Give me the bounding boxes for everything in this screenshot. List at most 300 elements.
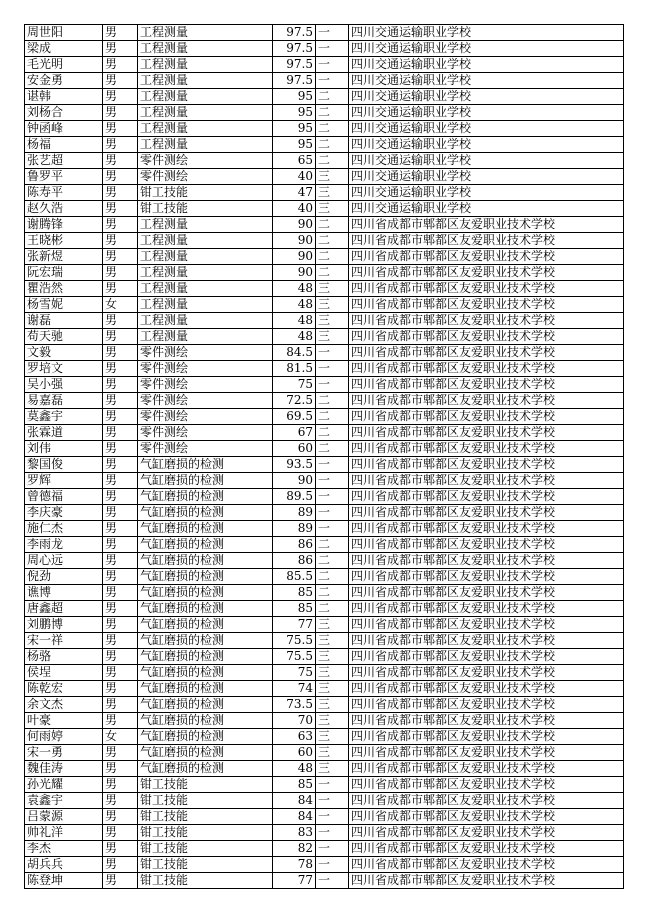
student-name-cell: 易嘉磊 — [25, 393, 103, 409]
school-cell: 四川交通运输职业学校 — [349, 41, 624, 57]
gender-cell: 男 — [103, 585, 138, 601]
school-cell: 四川省成都市郫都区友爱职业技术学校 — [349, 745, 624, 761]
gender-cell: 男 — [103, 137, 138, 153]
table-row — [25, 361, 624, 377]
student-name-cell: 吕蒙源 — [25, 809, 103, 825]
gender-cell: 男 — [103, 553, 138, 569]
gender-cell: 男 — [103, 857, 138, 873]
gender-cell: 男 — [103, 153, 138, 169]
student-name-cell: 莫鑫宇 — [25, 409, 103, 425]
student-name-cell: 杨雪妮 — [25, 297, 103, 313]
school-cell: 四川省成都市郫都区友爱职业技术学校 — [349, 569, 624, 585]
student-name-cell: 梁成 — [25, 41, 103, 57]
school-cell: 四川省成都市郫都区友爱职业技术学校 — [349, 777, 624, 793]
school-cell: 四川省成都市郫都区友爱职业技术学校 — [349, 825, 624, 841]
student-name-cell: 施仁杰 — [25, 521, 103, 537]
table-row — [25, 137, 624, 153]
project-cell: 钳工技能 — [138, 841, 273, 857]
table-row — [25, 537, 624, 553]
table-row — [25, 393, 624, 409]
score-cell: 65 — [273, 153, 316, 169]
table-row — [25, 377, 624, 393]
project-cell: 钳工技能 — [138, 873, 273, 889]
student-name-cell: 安金勇 — [25, 73, 103, 89]
school-cell: 四川省成都市郫都区友爱职业技术学校 — [349, 841, 624, 857]
award-level-cell: 二 — [316, 537, 349, 553]
award-level-cell: 一 — [316, 825, 349, 841]
student-name-cell: 唐鑫超 — [25, 601, 103, 617]
student-name-cell: 鲁罗平 — [25, 169, 103, 185]
award-level-cell: 二 — [316, 233, 349, 249]
gender-cell: 男 — [103, 89, 138, 105]
table-row — [25, 185, 624, 201]
school-cell: 四川省成都市郫都区友爱职业技术学校 — [349, 457, 624, 473]
project-cell: 气缸磨损的检测 — [138, 729, 273, 745]
award-level-cell: 一 — [316, 489, 349, 505]
student-name-cell: 曾德福 — [25, 489, 103, 505]
award-level-cell: 三 — [316, 665, 349, 681]
student-name-cell: 赵久浩 — [25, 201, 103, 217]
project-cell: 气缸磨损的检测 — [138, 617, 273, 633]
project-cell: 气缸磨损的检测 — [138, 537, 273, 553]
gender-cell: 男 — [103, 521, 138, 537]
table-row — [25, 265, 624, 281]
project-cell: 工程测量 — [138, 297, 273, 313]
table-row — [25, 89, 624, 105]
project-cell: 工程测量 — [138, 121, 273, 137]
award-level-cell: 三 — [316, 169, 349, 185]
score-cell: 85 — [273, 585, 316, 601]
score-cell: 75 — [273, 377, 316, 393]
score-cell: 78 — [273, 857, 316, 873]
student-name-cell: 杨福 — [25, 137, 103, 153]
school-cell: 四川省成都市郫都区友爱职业技术学校 — [349, 409, 624, 425]
table-row — [25, 345, 624, 361]
student-name-cell: 陈登坤 — [25, 873, 103, 889]
table-row — [25, 681, 624, 697]
school-cell: 四川省成都市郫都区友爱职业技术学校 — [349, 665, 624, 681]
gender-cell: 男 — [103, 105, 138, 121]
award-level-cell: 三 — [316, 761, 349, 777]
project-cell: 气缸磨损的检测 — [138, 713, 273, 729]
table-row — [25, 761, 624, 777]
score-cell: 77 — [273, 873, 316, 889]
gender-cell: 男 — [103, 361, 138, 377]
gender-cell: 男 — [103, 121, 138, 137]
project-cell: 零件测绘 — [138, 345, 273, 361]
project-cell: 工程测量 — [138, 57, 273, 73]
gender-cell: 男 — [103, 201, 138, 217]
gender-cell: 女 — [103, 729, 138, 745]
gender-cell: 男 — [103, 601, 138, 617]
table-row — [25, 841, 624, 857]
score-cell: 89.5 — [273, 489, 316, 505]
score-cell: 40 — [273, 169, 316, 185]
score-cell: 63 — [273, 729, 316, 745]
project-cell: 零件测绘 — [138, 169, 273, 185]
student-name-cell: 谢磊 — [25, 313, 103, 329]
award-level-cell: 三 — [316, 201, 349, 217]
award-level-cell: 一 — [316, 41, 349, 57]
student-name-cell: 毛光明 — [25, 57, 103, 73]
project-cell: 零件测绘 — [138, 393, 273, 409]
student-name-cell: 胡兵兵 — [25, 857, 103, 873]
table-row — [25, 233, 624, 249]
award-level-cell: 二 — [316, 153, 349, 169]
score-cell: 48 — [273, 281, 316, 297]
results-table — [24, 24, 624, 889]
score-cell: 95 — [273, 105, 316, 121]
student-name-cell: 陈寿平 — [25, 185, 103, 201]
project-cell: 钳工技能 — [138, 793, 273, 809]
student-name-cell: 张新煜 — [25, 249, 103, 265]
gender-cell: 男 — [103, 233, 138, 249]
gender-cell: 男 — [103, 633, 138, 649]
school-cell: 四川省成都市郫都区友爱职业技术学校 — [349, 697, 624, 713]
school-cell: 四川省成都市郫都区友爱职业技术学校 — [349, 633, 624, 649]
score-cell: 77 — [273, 617, 316, 633]
table-row — [25, 857, 624, 873]
award-level-cell: 三 — [316, 185, 349, 201]
award-level-cell: 三 — [316, 697, 349, 713]
school-cell: 四川交通运输职业学校 — [349, 57, 624, 73]
school-cell: 四川省成都市郫都区友爱职业技术学校 — [349, 601, 624, 617]
award-level-cell: 一 — [316, 873, 349, 889]
student-name-cell: 苟天驰 — [25, 329, 103, 345]
score-cell: 81.5 — [273, 361, 316, 377]
project-cell: 工程测量 — [138, 217, 273, 233]
score-cell: 97.5 — [273, 73, 316, 89]
project-cell: 气缸磨损的检测 — [138, 473, 273, 489]
score-cell: 70 — [273, 713, 316, 729]
table-row — [25, 409, 624, 425]
gender-cell: 男 — [103, 281, 138, 297]
gender-cell: 男 — [103, 313, 138, 329]
table-row — [25, 201, 624, 217]
table-row — [25, 777, 624, 793]
student-name-cell: 帅礼洋 — [25, 825, 103, 841]
table-row — [25, 745, 624, 761]
score-cell: 84.5 — [273, 345, 316, 361]
award-level-cell: 二 — [316, 425, 349, 441]
score-cell: 86 — [273, 553, 316, 569]
student-name-cell: 周心远 — [25, 553, 103, 569]
award-level-cell: 三 — [316, 297, 349, 313]
school-cell: 四川省成都市郫都区友爱职业技术学校 — [349, 649, 624, 665]
school-cell: 四川省成都市郫都区友爱职业技术学校 — [349, 281, 624, 297]
score-cell: 75.5 — [273, 633, 316, 649]
table-row — [25, 105, 624, 121]
award-level-cell: 二 — [316, 569, 349, 585]
gender-cell: 男 — [103, 649, 138, 665]
school-cell: 四川省成都市郫都区友爱职业技术学校 — [349, 265, 624, 281]
school-cell: 四川省成都市郫都区友爱职业技术学校 — [349, 217, 624, 233]
student-name-cell: 孙光耀 — [25, 777, 103, 793]
gender-cell: 男 — [103, 169, 138, 185]
school-cell: 四川省成都市郫都区友爱职业技术学校 — [349, 297, 624, 313]
gender-cell: 男 — [103, 329, 138, 345]
project-cell: 钳工技能 — [138, 201, 273, 217]
award-level-cell: 二 — [316, 585, 349, 601]
table-row — [25, 425, 624, 441]
project-cell: 气缸磨损的检测 — [138, 601, 273, 617]
award-level-cell: 三 — [316, 713, 349, 729]
score-cell: 84 — [273, 809, 316, 825]
score-cell: 95 — [273, 137, 316, 153]
gender-cell: 男 — [103, 793, 138, 809]
table-row — [25, 793, 624, 809]
gender-cell: 男 — [103, 457, 138, 473]
project-cell: 零件测绘 — [138, 425, 273, 441]
school-cell: 四川省成都市郫都区友爱职业技术学校 — [349, 537, 624, 553]
student-name-cell: 刘伟 — [25, 441, 103, 457]
project-cell: 工程测量 — [138, 329, 273, 345]
project-cell: 气缸磨损的检测 — [138, 633, 273, 649]
score-cell: 95 — [273, 121, 316, 137]
table-row — [25, 441, 624, 457]
table-row — [25, 217, 624, 233]
award-level-cell: 三 — [316, 681, 349, 697]
award-level-cell: 三 — [316, 729, 349, 745]
award-level-cell: 一 — [316, 521, 349, 537]
student-name-cell: 刘杨合 — [25, 105, 103, 121]
student-name-cell: 阮宏瑞 — [25, 265, 103, 281]
student-name-cell: 张霖道 — [25, 425, 103, 441]
score-cell: 67 — [273, 425, 316, 441]
student-name-cell: 何雨婷 — [25, 729, 103, 745]
award-level-cell: 三 — [316, 281, 349, 297]
table-row — [25, 729, 624, 745]
project-cell: 气缸磨损的检测 — [138, 457, 273, 473]
student-name-cell: 袁鑫宇 — [25, 793, 103, 809]
score-cell: 75 — [273, 665, 316, 681]
school-cell: 四川省成都市郫都区友爱职业技术学校 — [349, 425, 624, 441]
gender-cell: 男 — [103, 409, 138, 425]
school-cell: 四川交通运输职业学校 — [349, 201, 624, 217]
gender-cell: 男 — [103, 185, 138, 201]
award-level-cell: 二 — [316, 249, 349, 265]
table-row — [25, 297, 624, 313]
gender-cell: 男 — [103, 745, 138, 761]
score-cell: 60 — [273, 441, 316, 457]
award-level-cell: 一 — [316, 25, 349, 41]
school-cell: 四川省成都市郫都区友爱职业技术学校 — [349, 345, 624, 361]
project-cell: 零件测绘 — [138, 377, 273, 393]
score-cell: 93.5 — [273, 457, 316, 473]
student-name-cell: 叶豪 — [25, 713, 103, 729]
score-cell: 40 — [273, 201, 316, 217]
project-cell: 工程测量 — [138, 73, 273, 89]
award-level-cell: 一 — [316, 361, 349, 377]
project-cell: 零件测绘 — [138, 441, 273, 457]
school-cell: 四川交通运输职业学校 — [349, 137, 624, 153]
gender-cell: 男 — [103, 73, 138, 89]
student-name-cell: 谯博 — [25, 585, 103, 601]
award-level-cell: 一 — [316, 457, 349, 473]
score-cell: 89 — [273, 505, 316, 521]
score-cell: 48 — [273, 313, 316, 329]
school-cell: 四川省成都市郫都区友爱职业技术学校 — [349, 873, 624, 889]
project-cell: 钳工技能 — [138, 825, 273, 841]
school-cell: 四川省成都市郫都区友爱职业技术学校 — [349, 585, 624, 601]
award-level-cell: 三 — [316, 313, 349, 329]
project-cell: 气缸磨损的检测 — [138, 585, 273, 601]
table-row — [25, 825, 624, 841]
project-cell: 工程测量 — [138, 25, 273, 41]
table-row — [25, 73, 624, 89]
student-name-cell: 宋一祥 — [25, 633, 103, 649]
project-cell: 气缸磨损的检测 — [138, 649, 273, 665]
school-cell: 四川省成都市郫都区友爱职业技术学校 — [349, 553, 624, 569]
project-cell: 钳工技能 — [138, 809, 273, 825]
score-cell: 83 — [273, 825, 316, 841]
project-cell: 气缸磨损的检测 — [138, 697, 273, 713]
gender-cell: 男 — [103, 569, 138, 585]
gender-cell: 男 — [103, 425, 138, 441]
score-cell: 72.5 — [273, 393, 316, 409]
table-row — [25, 505, 624, 521]
student-name-cell: 吴小强 — [25, 377, 103, 393]
table-row — [25, 153, 624, 169]
student-name-cell: 文毅 — [25, 345, 103, 361]
project-cell: 工程测量 — [138, 233, 273, 249]
table-row — [25, 633, 624, 649]
student-name-cell: 钟函峰 — [25, 121, 103, 137]
award-level-cell: 一 — [316, 809, 349, 825]
student-name-cell: 李庆豪 — [25, 505, 103, 521]
student-name-cell: 王晓彬 — [25, 233, 103, 249]
score-cell: 75.5 — [273, 649, 316, 665]
award-level-cell: 三 — [316, 633, 349, 649]
gender-cell: 男 — [103, 249, 138, 265]
project-cell: 气缸磨损的检测 — [138, 681, 273, 697]
student-name-cell: 罗培文 — [25, 361, 103, 377]
award-level-cell: 二 — [316, 121, 349, 137]
table-row — [25, 553, 624, 569]
project-cell: 工程测量 — [138, 41, 273, 57]
gender-cell: 男 — [103, 473, 138, 489]
project-cell: 工程测量 — [138, 265, 273, 281]
award-level-cell: 三 — [316, 745, 349, 761]
student-name-cell: 罗辉 — [25, 473, 103, 489]
student-name-cell: 瞿浩然 — [25, 281, 103, 297]
gender-cell: 男 — [103, 713, 138, 729]
score-cell: 97.5 — [273, 25, 316, 41]
score-cell: 95 — [273, 89, 316, 105]
score-cell: 74 — [273, 681, 316, 697]
student-name-cell: 黎国俊 — [25, 457, 103, 473]
score-cell: 85 — [273, 777, 316, 793]
table-row — [25, 617, 624, 633]
school-cell: 四川省成都市郫都区友爱职业技术学校 — [349, 681, 624, 697]
score-cell: 47 — [273, 185, 316, 201]
school-cell: 四川省成都市郫都区友爱职业技术学校 — [349, 441, 624, 457]
school-cell: 四川省成都市郫都区友爱职业技术学校 — [349, 809, 624, 825]
award-level-cell: 二 — [316, 409, 349, 425]
results-table-body — [25, 25, 624, 889]
gender-cell: 男 — [103, 345, 138, 361]
student-name-cell: 谢腾锋 — [25, 217, 103, 233]
project-cell: 钳工技能 — [138, 857, 273, 873]
award-level-cell: 一 — [316, 777, 349, 793]
project-cell: 零件测绘 — [138, 409, 273, 425]
project-cell: 工程测量 — [138, 137, 273, 153]
gender-cell: 男 — [103, 809, 138, 825]
project-cell: 工程测量 — [138, 249, 273, 265]
table-row — [25, 489, 624, 505]
score-cell: 86 — [273, 537, 316, 553]
student-name-cell: 余文杰 — [25, 697, 103, 713]
table-row — [25, 569, 624, 585]
award-level-cell: 二 — [316, 89, 349, 105]
school-cell: 四川省成都市郫都区友爱职业技术学校 — [349, 505, 624, 521]
student-name-cell: 张艺超 — [25, 153, 103, 169]
project-cell: 零件测绘 — [138, 361, 273, 377]
school-cell: 四川省成都市郫都区友爱职业技术学校 — [349, 857, 624, 873]
school-cell: 四川省成都市郫都区友爱职业技术学校 — [349, 489, 624, 505]
school-cell: 四川省成都市郫都区友爱职业技术学校 — [349, 377, 624, 393]
score-cell: 82 — [273, 841, 316, 857]
award-level-cell: 一 — [316, 57, 349, 73]
student-name-cell: 李杰 — [25, 841, 103, 857]
table-row — [25, 281, 624, 297]
score-cell: 73.5 — [273, 697, 316, 713]
award-level-cell: 一 — [316, 793, 349, 809]
school-cell: 四川交通运输职业学校 — [349, 185, 624, 201]
school-cell: 四川省成都市郫都区友爱职业技术学校 — [349, 761, 624, 777]
award-level-cell: 一 — [316, 505, 349, 521]
score-cell: 90 — [273, 249, 316, 265]
score-cell: 48 — [273, 297, 316, 313]
award-level-cell: 一 — [316, 377, 349, 393]
school-cell: 四川交通运输职业学校 — [349, 73, 624, 89]
school-cell: 四川省成都市郫都区友爱职业技术学校 — [349, 329, 624, 345]
award-level-cell: 二 — [316, 553, 349, 569]
score-cell: 97.5 — [273, 57, 316, 73]
table-row — [25, 809, 624, 825]
award-level-cell: 一 — [316, 73, 349, 89]
gender-cell: 女 — [103, 297, 138, 313]
table-row — [25, 249, 624, 265]
gender-cell: 男 — [103, 697, 138, 713]
score-cell: 69.5 — [273, 409, 316, 425]
gender-cell: 男 — [103, 825, 138, 841]
gender-cell: 男 — [103, 489, 138, 505]
gender-cell: 男 — [103, 265, 138, 281]
score-cell: 48 — [273, 329, 316, 345]
project-cell: 钳工技能 — [138, 777, 273, 793]
gender-cell: 男 — [103, 841, 138, 857]
gender-cell: 男 — [103, 25, 138, 41]
student-name-cell: 魏佳涛 — [25, 761, 103, 777]
project-cell: 气缸磨损的检测 — [138, 761, 273, 777]
project-cell: 气缸磨损的检测 — [138, 505, 273, 521]
school-cell: 四川交通运输职业学校 — [349, 89, 624, 105]
table-row — [25, 25, 624, 41]
gender-cell: 男 — [103, 665, 138, 681]
project-cell: 气缸磨损的检测 — [138, 521, 273, 537]
student-name-cell: 杨骆 — [25, 649, 103, 665]
score-cell: 60 — [273, 745, 316, 761]
school-cell: 四川交通运输职业学校 — [349, 105, 624, 121]
gender-cell: 男 — [103, 441, 138, 457]
school-cell: 四川省成都市郫都区友爱职业技术学校 — [349, 473, 624, 489]
table-row — [25, 521, 624, 537]
table-row — [25, 873, 624, 889]
table-row — [25, 121, 624, 137]
school-cell: 四川省成都市郫都区友爱职业技术学校 — [349, 729, 624, 745]
award-level-cell: 一 — [316, 473, 349, 489]
